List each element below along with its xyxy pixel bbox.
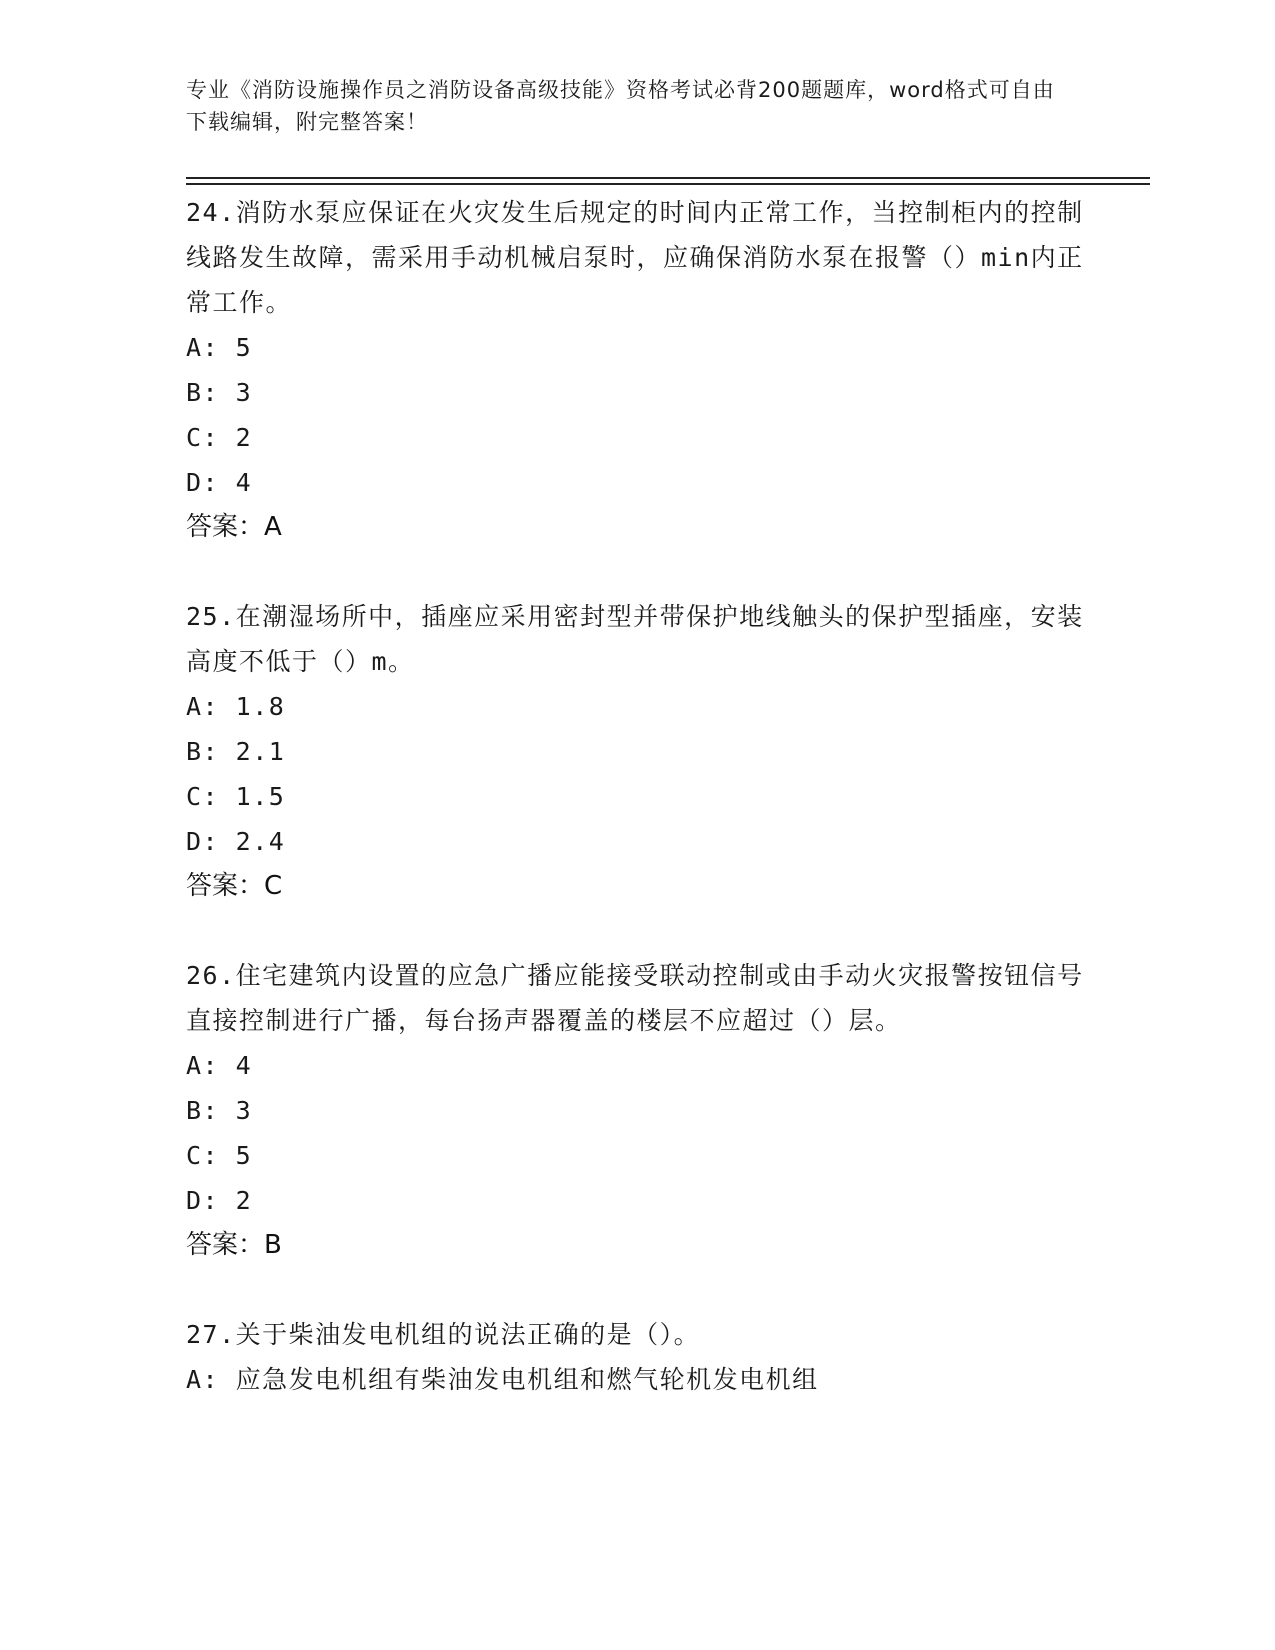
- question-spacer: [186, 1268, 1106, 1312]
- option-d: D: 4: [186, 468, 253, 497]
- option-c: C: 1.5: [186, 782, 286, 811]
- answer-line: 答案：C: [186, 871, 283, 901]
- option-a: A: 1.8: [186, 692, 286, 721]
- option-b: B: 2.1: [186, 737, 286, 766]
- answer-line: 答案：A: [186, 512, 282, 542]
- question-25: [186, 594, 1106, 909]
- question-text: 26.住宅建筑内设置的应急广播应能接受联动控制或由手动火灾报警按钮信号直接控制进行广播，每台扬声器覆盖的楼层不应超过（）层。: [186, 961, 1084, 1035]
- question-24: [186, 190, 1106, 550]
- option-a: A: 5: [186, 333, 253, 362]
- document-header: 专业《消防设施操作员之消防设备高级技能》资格考试必背200题题库，word格式可自由下载编辑，附完整答案！: [186, 78, 1055, 134]
- question-text: 24.消防水泵应保证在火灾发生后规定的时间内正常工作，当控制柜内的控制线路发生故障，需采用手动机械启泵时，应确保消防水泵在报警（）min内正常工作。: [186, 198, 1084, 317]
- option-d: D: 2: [186, 1186, 253, 1215]
- question-26: [186, 953, 1106, 1268]
- question-list: [186, 190, 1106, 1402]
- question-spacer: [186, 909, 1106, 953]
- option-a: A: 应急发电机组有柴油发电机组和燃气轮机发电机组: [186, 1365, 819, 1394]
- header-divider-top: [186, 177, 1150, 179]
- question-27: [186, 1312, 1106, 1402]
- answer-line: 答案：B: [186, 1230, 282, 1260]
- question-spacer: [186, 550, 1106, 594]
- header-divider-bottom: [186, 183, 1150, 185]
- option-b: B: 3: [186, 378, 253, 407]
- option-d: D: 2.4: [186, 827, 286, 856]
- question-text: 25.在潮湿场所中，插座应采用密封型并带保护地线触头的保护型插座，安装高度不低于（）m。: [186, 602, 1084, 676]
- option-c: C: 2: [186, 423, 253, 452]
- question-text: 27.关于柴油发电机组的说法正确的是（）。: [186, 1320, 701, 1349]
- option-a: A: 4: [186, 1051, 253, 1080]
- option-b: B: 3: [186, 1096, 253, 1125]
- option-c: C: 5: [186, 1141, 253, 1170]
